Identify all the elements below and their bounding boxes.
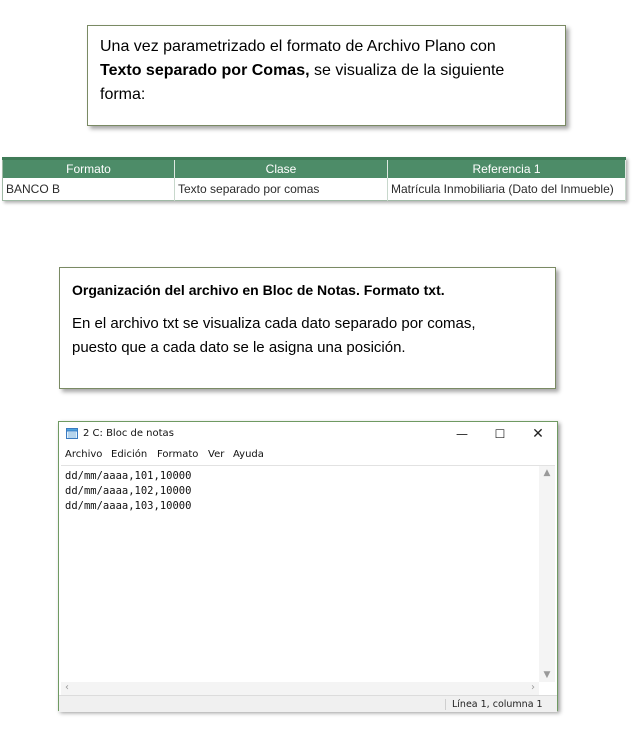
text-line: dd/mm/aaaa,101,10000 (65, 470, 192, 482)
menu-archivo[interactable]: Archivo (65, 449, 103, 460)
organization-body-line-1: En el archivo txt se visualiza cada dato separado por comas, (72, 315, 476, 332)
header-clase: Clase (175, 159, 388, 179)
organization-body-line-2: puesto que a cada dato se le asigna una posición. (72, 339, 406, 356)
menu-ayuda[interactable]: Ayuda (233, 449, 264, 460)
text-editor-area[interactable] (61, 465, 555, 696)
scroll-right-icon[interactable]: › (531, 682, 535, 693)
notepad-window (58, 421, 558, 711)
intro-line-2: se visualiza de la siguiente (309, 62, 505, 79)
intro-line-3: forma: (100, 86, 146, 103)
menu-ver[interactable]: Ver (208, 449, 225, 460)
maximize-button[interactable]: ☐ (494, 427, 506, 441)
cell-formato: BANCO B (3, 178, 175, 201)
text-line: dd/mm/aaaa,103,10000 (65, 500, 192, 512)
table-header-row (3, 159, 626, 179)
text-line: dd/mm/aaaa,102,10000 (65, 485, 192, 497)
format-table (2, 157, 626, 201)
horizontal-scrollbar[interactable] (61, 682, 539, 696)
table-row (3, 178, 626, 201)
cursor-position-status: Línea 1, columna 1 (445, 699, 543, 710)
header-referencia: Referencia 1 (388, 159, 626, 179)
menu-formato[interactable]: Formato (157, 449, 199, 460)
close-button[interactable]: ✕ (532, 426, 544, 442)
cell-referencia: Matrícula Inmobiliaria (Dato del Inmueble) (388, 178, 626, 201)
vertical-scrollbar[interactable] (539, 466, 555, 682)
organization-callout (59, 267, 556, 389)
window-title: 2 C: Bloc de notas (83, 428, 174, 439)
intro-bold-text: Texto separado por Comas, (100, 62, 310, 79)
scroll-up-icon[interactable]: ▲ (543, 468, 551, 478)
minimize-button[interactable]: — (456, 427, 468, 441)
editor-text[interactable] (65, 469, 191, 514)
intro-callout (87, 25, 566, 126)
intro-line-1: Una vez parametrizado el formato de Archivo Plano con (100, 38, 496, 55)
title-bar[interactable] (59, 422, 557, 446)
cell-clase: Texto separado por comas (175, 178, 388, 201)
menu-edicion[interactable]: Edición (111, 449, 148, 460)
organization-heading: Organización del archivo en Bloc de Notas. Formato txt. (72, 282, 445, 298)
scroll-left-icon[interactable]: ‹ (65, 682, 69, 693)
notepad-icon (66, 428, 78, 439)
header-formato: Formato (3, 159, 175, 179)
scroll-down-icon[interactable]: ▼ (543, 670, 551, 680)
status-bar (59, 695, 557, 712)
